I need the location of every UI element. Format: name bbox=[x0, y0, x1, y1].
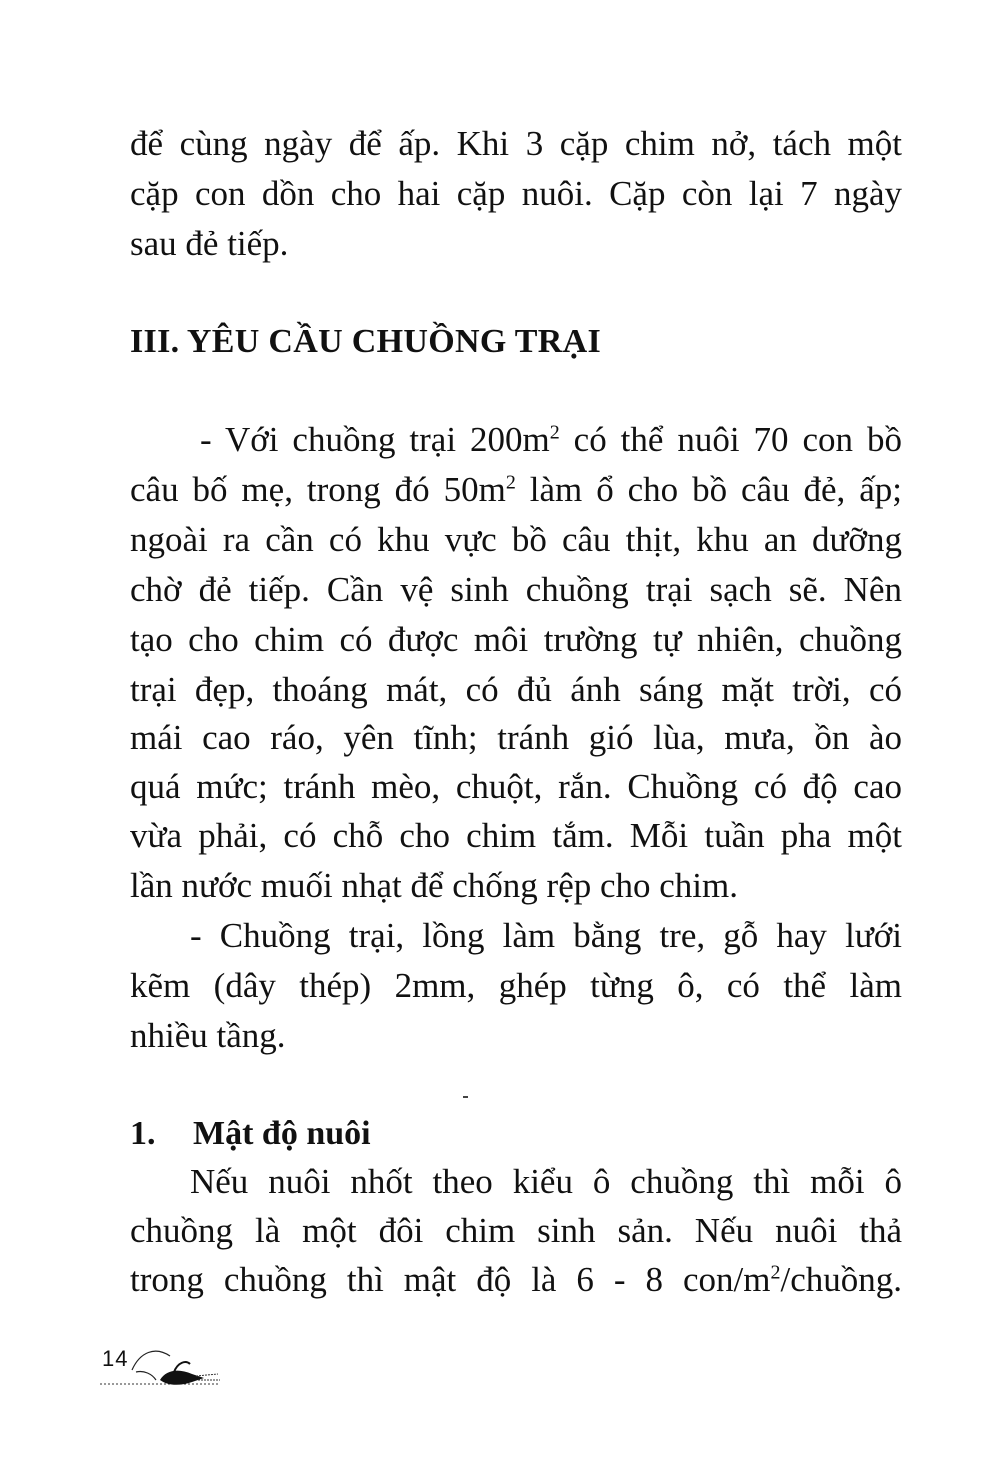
text-line bbox=[200, 416, 902, 464]
text-line: chờ đẻ tiếp. Cần vệ sinh chuồng trại sạch sẽ. Nên bbox=[130, 570, 902, 609]
superscript: 2 bbox=[505, 471, 516, 494]
text-line: lần nước muối nhạt để chống rệp cho chim. bbox=[130, 866, 739, 905]
text-line bbox=[130, 1256, 902, 1304]
section-title: Mật độ nuôi bbox=[193, 1115, 371, 1152]
text-line: để cùng ngày để ấp. Khi 3 cặp chim nở, tách một bbox=[130, 124, 902, 163]
text-fragment: /chuồng. bbox=[780, 1260, 902, 1299]
text-line: ngoài ra cần có khu vực bồ câu thịt, khu an dưỡng bbox=[130, 520, 902, 559]
text-fragment: trong chuồng thì mật độ là 6 - 8 con/m bbox=[130, 1260, 771, 1299]
text-line: trại đẹp, thoáng mát, có đủ ánh sáng mặt trời, có bbox=[130, 670, 902, 709]
text-fragment: - Với chuồng trại 200m bbox=[200, 420, 550, 459]
text-line: quá mức; tránh mèo, chuột, rắn. Chuồng có độ cao bbox=[130, 767, 902, 806]
text-line: chuồng là một đôi chim sinh sản. Nếu nuôi thả bbox=[130, 1211, 902, 1250]
text-line: nhiều tầng. bbox=[130, 1016, 286, 1055]
chapter-heading: III. YÊU CẦU CHUỒNG TRẠI bbox=[130, 323, 601, 360]
page-number: 14 bbox=[102, 1346, 129, 1371]
text-line: Nếu nuôi nhốt theo kiểu ô chuồng thì mỗi ô bbox=[190, 1162, 902, 1201]
text-line bbox=[130, 466, 902, 514]
text-line: vừa phải, có chỗ cho chim tắm. Mỗi tuần pha một bbox=[130, 816, 902, 855]
text-line: sau đẻ tiếp. bbox=[130, 224, 289, 263]
print-speck bbox=[463, 1096, 468, 1098]
text-line: mái cao ráo, yên tĩnh; tránh gió lùa, mưa, ồn ào bbox=[130, 718, 902, 757]
text-fragment: có thể nuôi 70 con bồ bbox=[559, 420, 902, 459]
text-line: - Chuồng trại, lồng làm bằng tre, gỗ hay lưới bbox=[190, 916, 902, 955]
superscript: 2 bbox=[549, 421, 560, 444]
text-fragment: làm ổ cho bồ câu đẻ, ấp; bbox=[515, 470, 902, 509]
page-footer bbox=[100, 1340, 230, 1390]
text-line: cặp con dồn cho hai cặp nuôi. Cặp còn lại 7 ngày bbox=[130, 174, 902, 213]
superscript: 2 bbox=[770, 1261, 781, 1284]
text-fragment: câu bố mẹ, trong đó 50m bbox=[130, 470, 506, 509]
text-line: kẽm (dây thép) 2mm, ghép từng ô, có thể làm bbox=[130, 966, 902, 1005]
text-line: tạo cho chim có được môi trường tự nhiên, chuồng bbox=[130, 620, 902, 659]
section-number: 1. bbox=[130, 1115, 156, 1152]
